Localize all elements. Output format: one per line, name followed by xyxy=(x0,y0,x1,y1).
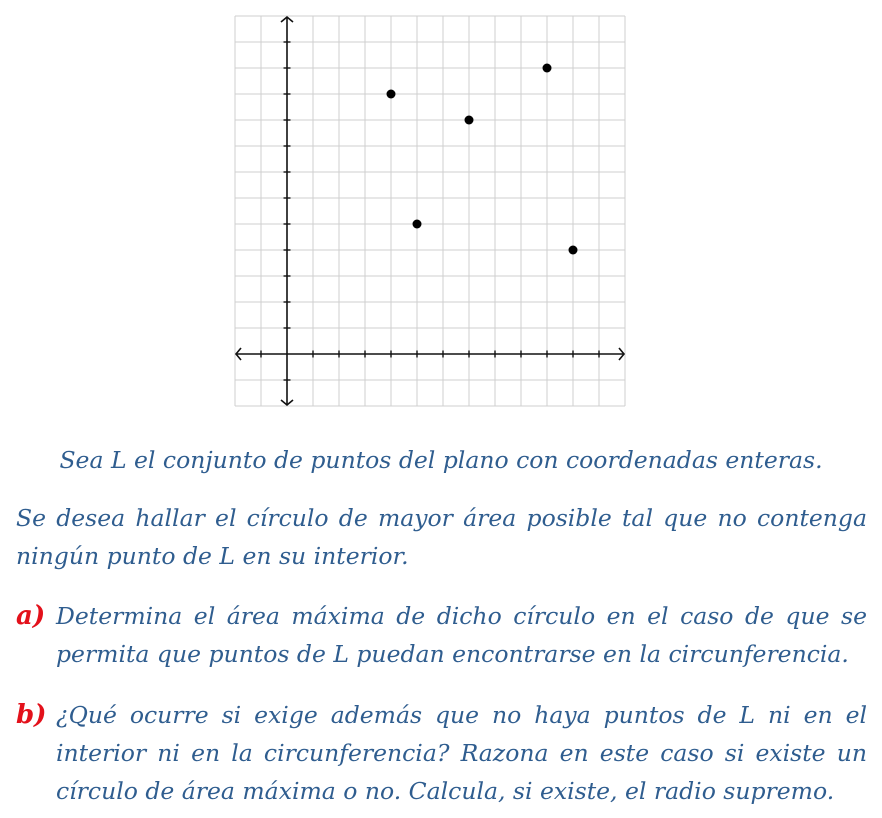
axis-ticks xyxy=(261,42,599,380)
coordinate-grid-figure xyxy=(233,13,628,409)
lattice-point xyxy=(543,64,552,73)
part-a-text: Determina el área máxima de dicho círculo en el caso de que se permita que puntos de L puedan encontrarse en la circunferencia. xyxy=(56,602,867,668)
intro-statement: Sea L el conjunto de puntos del plano con coordenadas enteras. xyxy=(59,446,823,474)
lattice-point xyxy=(569,246,578,255)
part-b-label: b) xyxy=(16,700,47,730)
part-a-label: a) xyxy=(16,601,46,631)
lattice-point xyxy=(465,116,474,125)
lattice-point xyxy=(413,220,422,229)
data-points xyxy=(387,64,578,255)
question-part-b xyxy=(16,696,867,810)
axes xyxy=(236,17,624,405)
goal-statement: Se desea hallar el círculo de mayor área posible tal que no contenga ningún punto de L en su interior. xyxy=(16,504,867,570)
grid-lines xyxy=(235,16,625,406)
part-b-text: ¿Qué ocurre si exige además que no haya puntos de L ni en el interior ni en la circunferencia? Razona en este caso si existe un círculo de área máxima o no. Calcula, si existe, el radio supremo. xyxy=(56,701,867,805)
lattice-point xyxy=(387,90,396,99)
question-part-a xyxy=(16,597,867,673)
